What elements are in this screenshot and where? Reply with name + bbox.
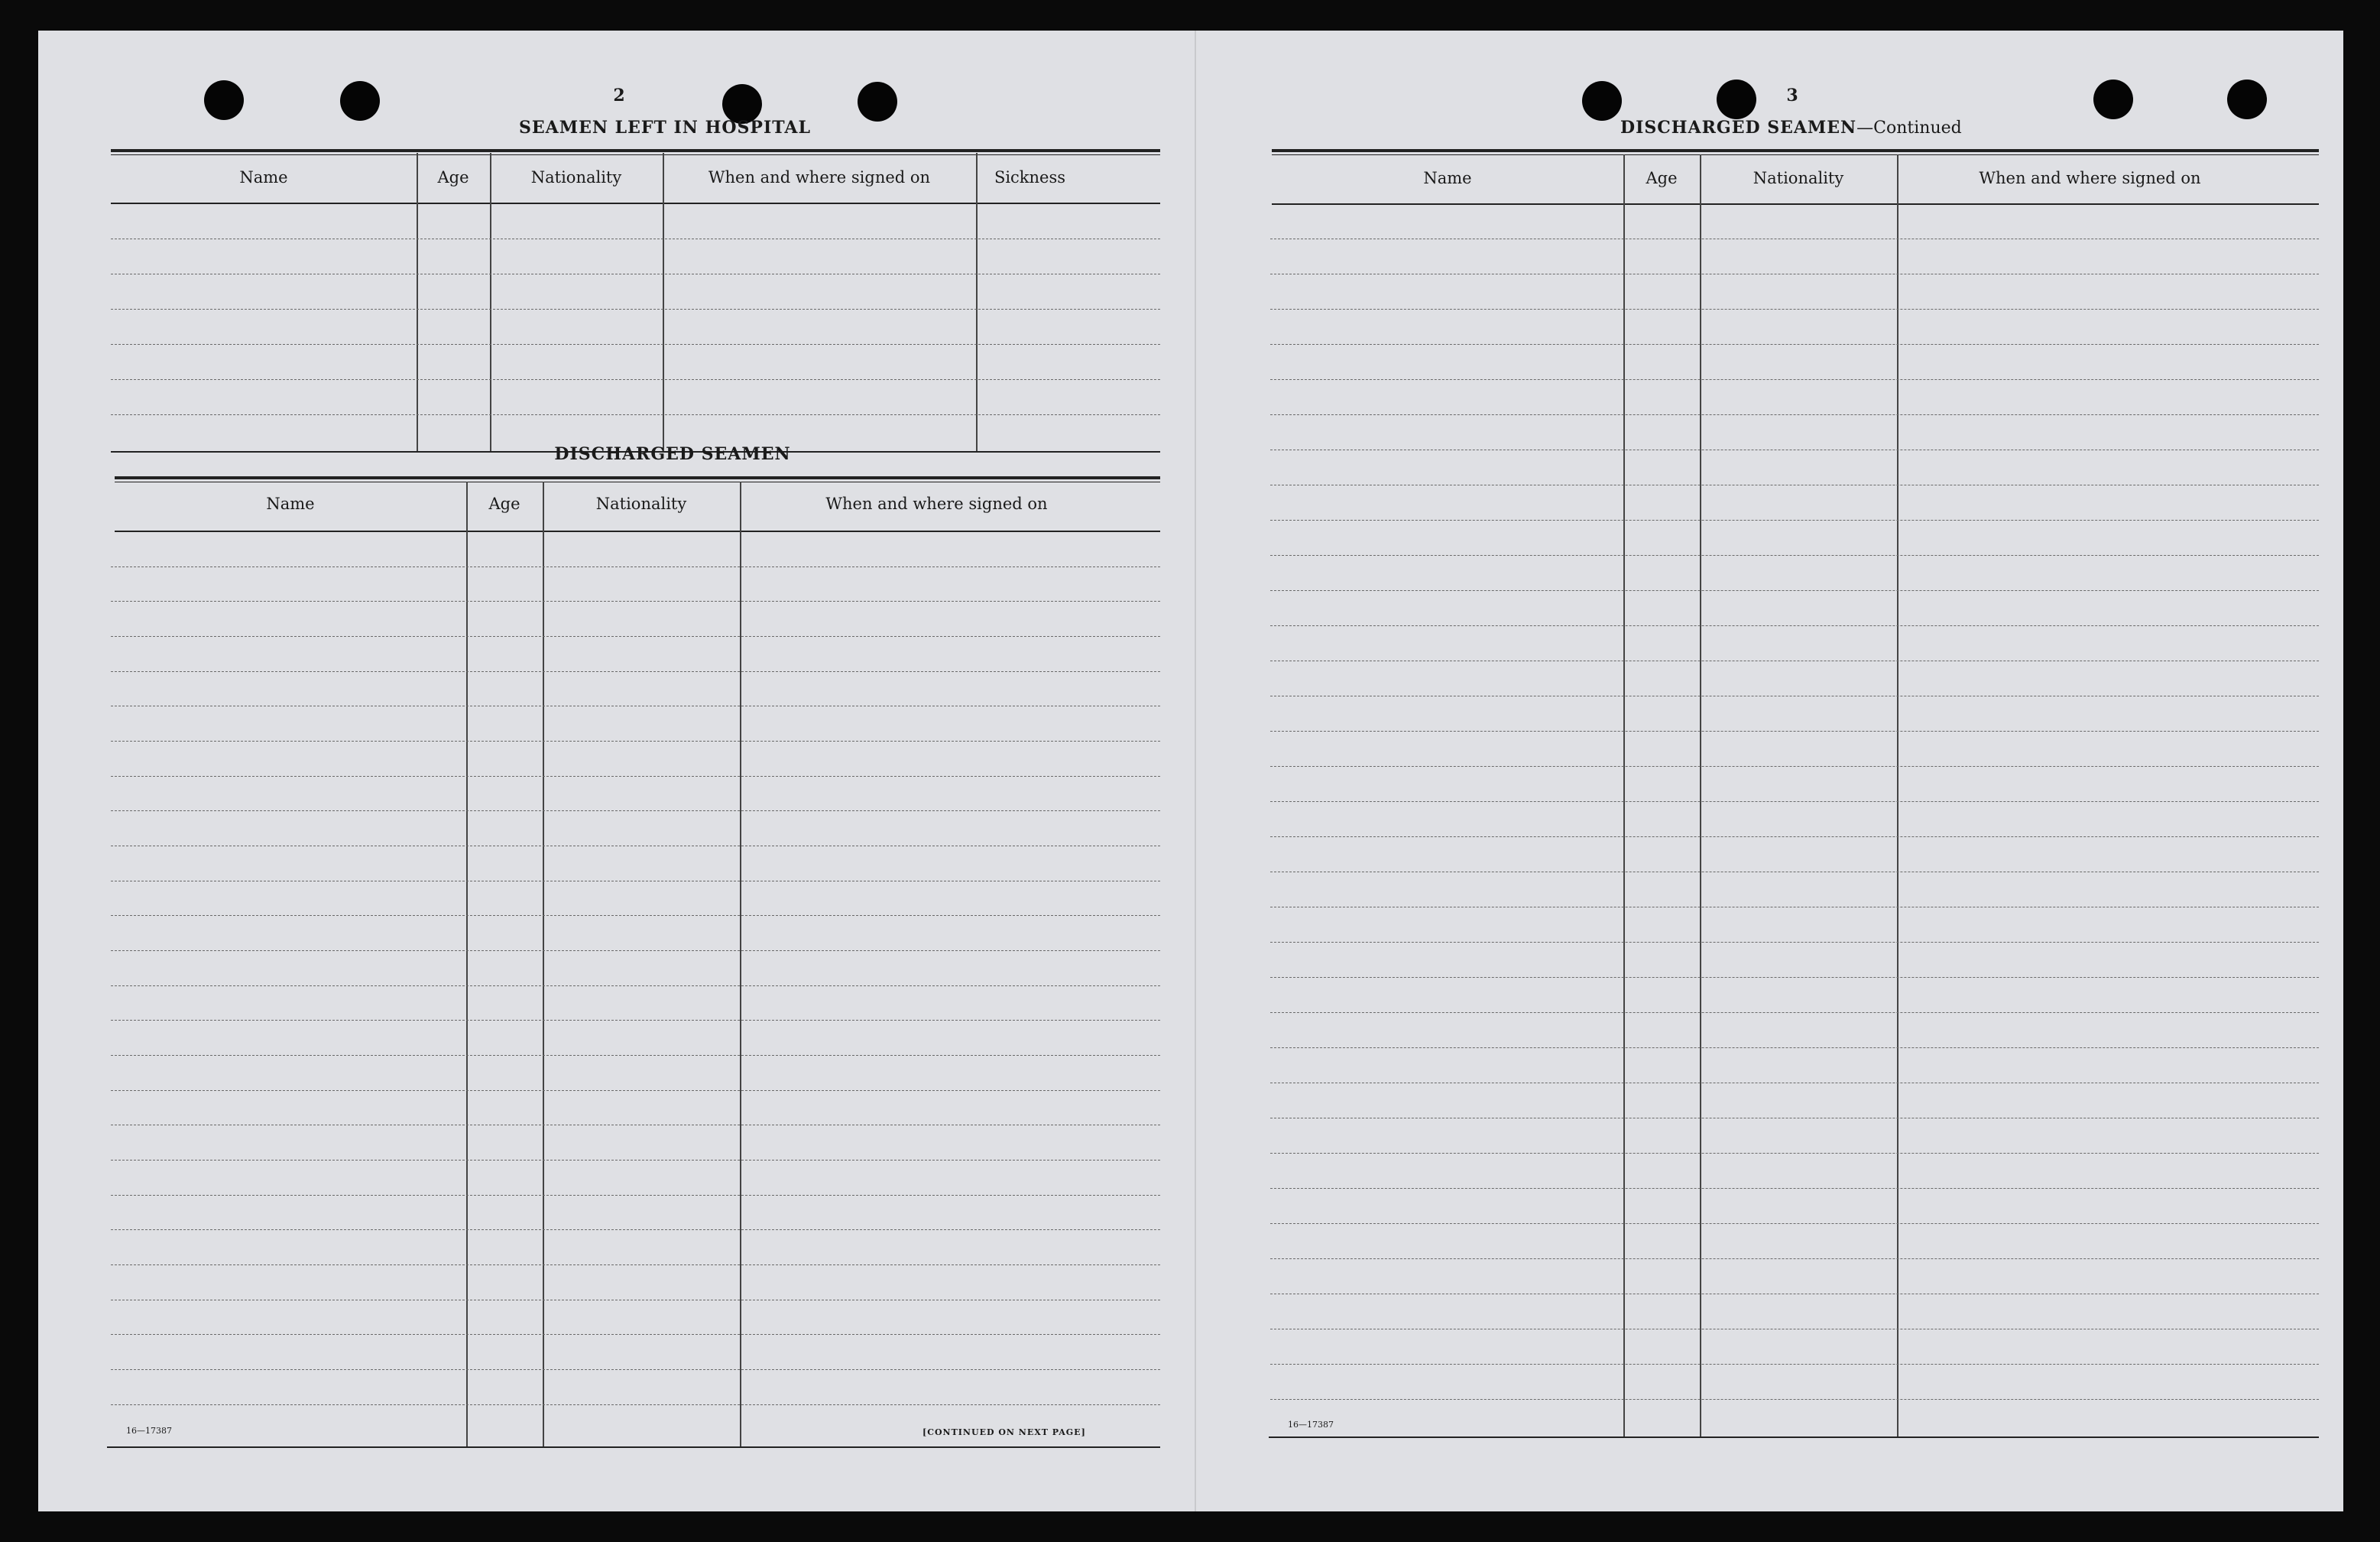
right-row-line [1270, 766, 2319, 767]
hospital-row-line [111, 344, 1160, 345]
discharged-row-line [111, 636, 1160, 637]
right-table-bottom-rule [1269, 1436, 2319, 1438]
discharged-table-bottom-rule-left [107, 1446, 1160, 1448]
right-header-rule [1272, 203, 2319, 205]
right-row-line [1270, 555, 2319, 556]
discharged-row-line [111, 566, 1160, 567]
discharged-row-line [111, 950, 1160, 951]
hospital-row-line [111, 414, 1160, 415]
discharged-row-line [111, 776, 1160, 777]
discharged-row-line [111, 1160, 1160, 1161]
hospital-header-rule [111, 203, 1160, 204]
punch-hole [340, 81, 380, 121]
punch-hole [1582, 81, 1622, 121]
right-row-line [1270, 731, 2319, 732]
right-row-line [1270, 590, 2319, 591]
page-number-left: 2 [613, 86, 625, 106]
right-row-line [1270, 309, 2319, 310]
right-col-divider [1897, 154, 1898, 1438]
discharged-header-rule [115, 531, 1160, 532]
right-table-top-rule [1272, 149, 2319, 155]
discharged-row-line [111, 1195, 1160, 1196]
hospital-header-nationality: Nationality [530, 168, 622, 187]
hospital-col-divider [490, 153, 491, 453]
hospital-table-top-rule [111, 149, 1160, 155]
punch-hole [858, 82, 897, 122]
hospital-header-name: Name [239, 168, 288, 187]
discharged-row-line [111, 1090, 1160, 1091]
right-row-line [1270, 379, 2319, 380]
right-row-line [1270, 414, 2319, 415]
discharged-row-line [111, 1229, 1160, 1230]
continued-note: [CONTINUED ON NEXT PAGE] [922, 1427, 1086, 1437]
discharged-header-signed-on: When and where signed on [825, 495, 1048, 513]
hospital-col-divider [663, 153, 664, 453]
right-row-line [1270, 1258, 2319, 1259]
right-row-line [1270, 977, 2319, 978]
right-row-line [1270, 625, 2319, 626]
punch-hole [2093, 80, 2133, 119]
discharged-row-line [111, 1334, 1160, 1335]
discharged-header-nationality: Nationality [595, 495, 687, 513]
right-row-line [1270, 942, 2319, 943]
discharged-col-divider [543, 482, 544, 1448]
discharged-col-divider [740, 482, 741, 1448]
hospital-row-line [111, 379, 1160, 380]
right-row-line [1270, 1188, 2319, 1189]
discharged-header-age: Age [488, 495, 520, 513]
right-header-age: Age [1646, 169, 1678, 187]
right-row-line [1270, 344, 2319, 345]
right-col-divider [1700, 154, 1701, 1438]
right-header-name: Name [1423, 169, 1472, 187]
form-number-left: 16—17387 [126, 1426, 172, 1436]
discharged-table-top-rule [115, 476, 1160, 482]
right-header-signed-on: When and where signed on [1979, 169, 2201, 187]
page-number-right: 3 [1786, 86, 1798, 106]
discharged-header-name: Name [266, 495, 315, 513]
discharged-row-line [111, 1020, 1160, 1021]
right-header-nationality: Nationality [1753, 169, 1844, 187]
discharged-row-line [111, 601, 1160, 602]
right-title-main: DISCHARGED SEAMEN [1620, 118, 1857, 138]
hospital-header-sickness: Sickness [994, 168, 1066, 187]
hospital-col-divider [976, 153, 978, 453]
right-row-line [1270, 801, 2319, 802]
discharged-row-line [111, 1369, 1160, 1370]
right-row-line [1270, 1012, 2319, 1013]
punch-hole [2227, 80, 2267, 119]
discharged-row-line [111, 741, 1160, 742]
form-number-right: 16—17387 [1288, 1420, 1334, 1430]
hospital-header-signed-on: When and where signed on [708, 168, 931, 187]
right-col-divider [1623, 154, 1625, 1438]
right-row-line [1270, 836, 2319, 837]
hospital-row-line [111, 309, 1160, 310]
discharged-row-line [111, 1055, 1160, 1056]
right-row-line [1270, 1364, 2319, 1365]
discharged-row-line [111, 985, 1160, 986]
discharged-col-divider [466, 482, 468, 1448]
document-page-spread [38, 31, 2343, 1511]
punch-hole [204, 80, 244, 120]
hospital-col-divider [417, 153, 418, 453]
right-row-line [1270, 1047, 2319, 1048]
right-row-line [1270, 520, 2319, 521]
right-row-line [1270, 1223, 2319, 1224]
discharged-row-line [111, 671, 1160, 672]
discharged-section-title: DISCHARGED SEAMEN [554, 444, 791, 464]
right-row-line [1270, 1153, 2319, 1154]
discharged-row-line [111, 810, 1160, 811]
hospital-section-title: SEAMEN LEFT IN HOSPITAL [519, 118, 811, 138]
right-section-title [1620, 118, 1962, 138]
discharged-row-line [111, 1404, 1160, 1405]
page-fold [1195, 31, 1196, 1511]
punch-hole [1717, 80, 1756, 119]
right-row-line [1270, 1399, 2319, 1400]
right-title-suffix: —Continued [1856, 118, 1962, 138]
hospital-header-age: Age [437, 168, 469, 187]
discharged-row-line [111, 915, 1160, 916]
discharged-row-line [111, 1264, 1160, 1265]
